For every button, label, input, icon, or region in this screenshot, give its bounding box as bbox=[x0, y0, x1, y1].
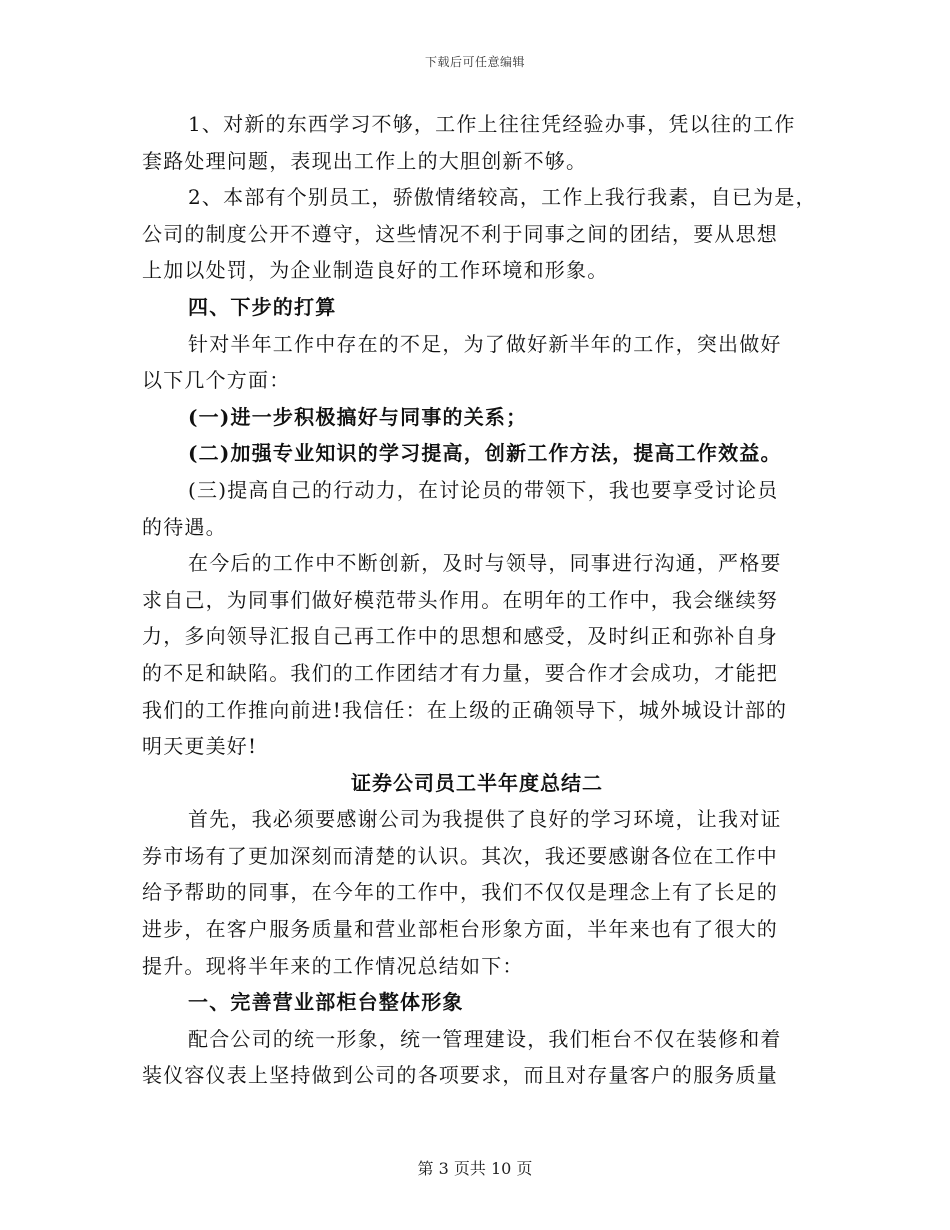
paragraph-line: 套路处理问题，表现出工作上的大胆创新不够。 bbox=[142, 148, 588, 173]
paragraph-line: 上加以处罚，为企业制造良好的工作环境和形象。 bbox=[142, 258, 609, 283]
paragraph-line: 首先，我必须要感谢公司为我提供了良好的学习环境，让我对证 bbox=[188, 807, 782, 832]
paragraph-line: 求自己，为同事们做好模范带头作用。在明年的工作中，我会继续努 bbox=[142, 587, 778, 612]
paragraph-line: 装仪容仪表上坚持做到公司的各项要求，而且对存量客户的服务质量 bbox=[142, 1063, 778, 1088]
paragraph-line: 针对半年工作中存在的不足，为了做好新半年的工作，突出做好 bbox=[188, 331, 782, 356]
list-item: (二)加强专业知识的学习提高，创新工作方法，提高工作效益。 bbox=[188, 441, 782, 466]
page-footer: 第 3 页共 10 页 bbox=[417, 1159, 533, 1178]
paragraph-line: 2、本部有个别员工，骄傲情绪较高，工作上我行我素，自已为是， bbox=[188, 185, 817, 210]
paragraph-line: 的待遇。 bbox=[142, 514, 227, 539]
paragraph-line: 配合公司的统一形象，统一管理建设，我们柜台不仅在装修和着 bbox=[188, 1026, 782, 1051]
paragraph-line: 以下几个方面： bbox=[142, 368, 291, 393]
document-body bbox=[142, 106, 817, 1094]
paragraph-line: 我们的工作推向前进!我信任：在上级的正确领导下，城外城设计部的 bbox=[142, 697, 788, 722]
paragraph-line: 力，多向领导汇报自己再工作中的思想和感受，及时纠正和弥补自身 bbox=[142, 624, 778, 649]
paragraph-line: 的不足和缺陷。我们的工作团结才有力量，要合作才会成功，才能把 bbox=[142, 660, 778, 685]
paragraph-line: 券市场有了更加深刻而清楚的认识。其次，我还要感谢各位在工作中 bbox=[142, 843, 778, 868]
paragraph-line: 公司的制度公开不遵守，这些情况不利于同事之间的团结，要从思想 bbox=[142, 221, 778, 246]
paragraph-line: 给予帮助的同事，在今年的工作中，我们不仅仅是理念上有了长足的 bbox=[142, 880, 778, 905]
paragraph-line: 在今后的工作中不断创新，及时与领导，同事进行沟通，严格要 bbox=[188, 551, 782, 576]
section-heading: 四、下步的打算 bbox=[188, 294, 337, 319]
page-header: 下载后可任意编辑 bbox=[424, 55, 525, 69]
paragraph-line: 1、对新的东西学习不够，工作上往往凭经验办事，凭以往的工作 bbox=[188, 112, 796, 136]
section-heading: 一、完善营业部柜台整体形象 bbox=[188, 990, 464, 1015]
document-title: 证券公司员工半年度总结二 bbox=[351, 770, 603, 795]
paragraph-line: 提升。现将半年来的工作情况总结如下： bbox=[142, 953, 524, 978]
paragraph-line: 明天更美好! bbox=[142, 734, 258, 759]
paragraph-line: 进步，在客户服务质量和营业部柜台形象方面，半年来也有了很大的 bbox=[142, 917, 778, 942]
list-item: (一)进一步积极搞好与同事的关系； bbox=[188, 404, 528, 429]
list-item: (三)提高自己的行动力，在讨论员的带领下，我也要享受讨论员 bbox=[188, 477, 779, 502]
